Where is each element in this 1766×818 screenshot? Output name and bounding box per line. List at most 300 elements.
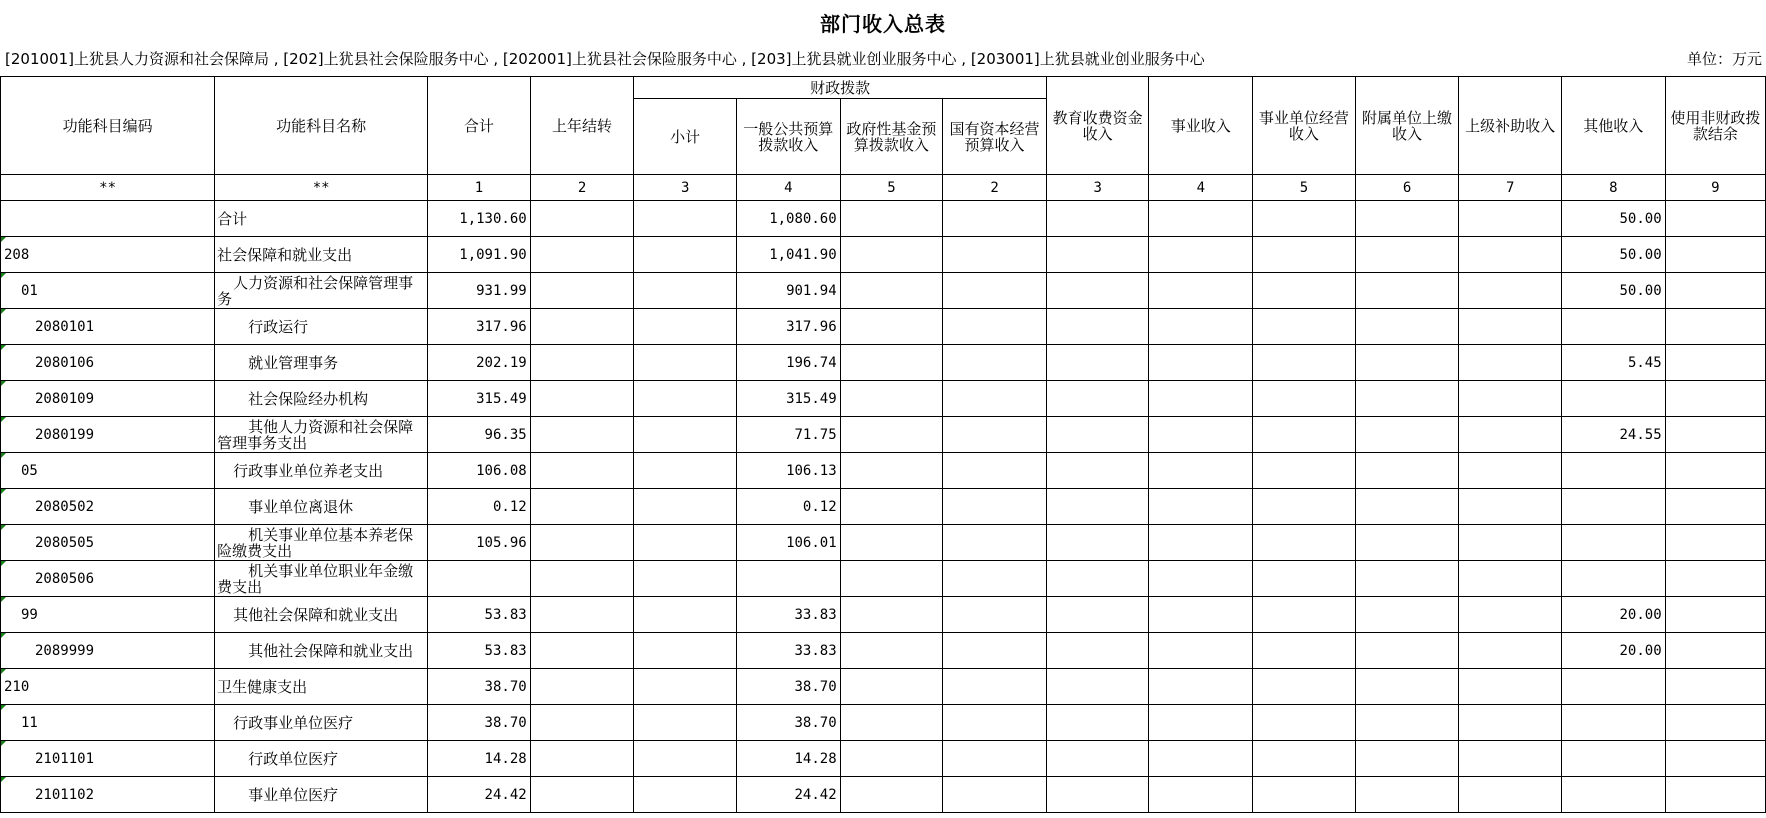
total-cell: 0.12	[428, 489, 531, 525]
table-row	[1, 489, 1766, 525]
education-fee-cell	[1046, 345, 1149, 381]
carryover-cell	[530, 381, 634, 417]
header-general-budget: 一般公共预算拨款收入	[736, 99, 840, 175]
non-fiscal-balance-cell	[1665, 273, 1765, 309]
education-fee-cell	[1046, 597, 1149, 633]
gov-fund-cell	[840, 381, 943, 417]
gov-fund-cell	[840, 561, 943, 597]
name-cell: 人力资源和社会保障管理事务	[215, 273, 428, 309]
name-cell: 行政运行	[215, 309, 428, 345]
business-income-cell	[1149, 489, 1253, 525]
general-budget-cell: 33.83	[736, 633, 840, 669]
index-cell: 8	[1561, 175, 1665, 201]
other-income-cell: 50.00	[1561, 237, 1665, 273]
subtotal-cell	[634, 345, 737, 381]
header-total: 合计	[428, 77, 531, 175]
state-capital-cell	[943, 345, 1047, 381]
total-cell: 315.49	[428, 381, 531, 417]
state-capital-cell	[943, 273, 1047, 309]
education-fee-cell	[1046, 201, 1149, 237]
table-row	[1, 741, 1766, 777]
operating-income-cell	[1253, 237, 1356, 273]
gov-fund-cell	[840, 237, 943, 273]
other-income-cell: 5.45	[1561, 345, 1665, 381]
index-cell: **	[215, 175, 428, 201]
subtotal-cell	[634, 741, 737, 777]
superior-subsidy-cell	[1459, 453, 1562, 489]
total-cell: 53.83	[428, 597, 531, 633]
superior-subsidy-cell	[1459, 561, 1562, 597]
carryover-cell	[530, 489, 634, 525]
subtotal-cell	[634, 777, 737, 813]
operating-income-cell	[1253, 525, 1356, 561]
business-income-cell	[1149, 561, 1253, 597]
gov-fund-cell	[840, 633, 943, 669]
business-income-cell	[1149, 273, 1253, 309]
header-gov-fund: 政府性基金预算拨款收入	[840, 99, 943, 175]
state-capital-cell	[943, 381, 1047, 417]
superior-subsidy-cell	[1459, 201, 1562, 237]
code-cell	[1, 201, 215, 237]
name-cell: 行政事业单位医疗	[215, 705, 428, 741]
business-income-cell	[1149, 309, 1253, 345]
header-name: 功能科目名称	[215, 77, 428, 175]
other-income-cell	[1561, 381, 1665, 417]
affiliate-income-cell	[1355, 633, 1459, 669]
total-cell: 38.70	[428, 705, 531, 741]
gov-fund-cell	[840, 309, 943, 345]
general-budget-cell: 24.42	[736, 777, 840, 813]
operating-income-cell	[1253, 669, 1356, 705]
carryover-cell	[530, 345, 634, 381]
name-cell: 行政单位医疗	[215, 741, 428, 777]
total-cell: 38.70	[428, 669, 531, 705]
carryover-cell	[530, 561, 634, 597]
gov-fund-cell	[840, 597, 943, 633]
subtotal-cell	[634, 309, 737, 345]
gov-fund-cell	[840, 741, 943, 777]
business-income-cell	[1149, 669, 1253, 705]
non-fiscal-balance-cell	[1665, 201, 1765, 237]
subtotal-cell	[634, 237, 737, 273]
superior-subsidy-cell	[1459, 705, 1562, 741]
education-fee-cell	[1046, 417, 1149, 453]
non-fiscal-balance-cell	[1665, 417, 1765, 453]
other-income-cell: 20.00	[1561, 597, 1665, 633]
index-cell: 6	[1355, 175, 1459, 201]
carryover-cell	[530, 201, 634, 237]
gov-fund-cell	[840, 777, 943, 813]
gov-fund-cell	[840, 417, 943, 453]
table-row	[1, 669, 1766, 705]
superior-subsidy-cell	[1459, 489, 1562, 525]
header-other-income: 其他收入	[1561, 77, 1665, 175]
superior-subsidy-cell	[1459, 417, 1562, 453]
header-fiscal-group: 财政拨款	[634, 77, 1047, 99]
other-income-cell	[1561, 705, 1665, 741]
carryover-cell	[530, 417, 634, 453]
gov-fund-cell	[840, 525, 943, 561]
table-header	[1, 77, 1766, 201]
code-cell: 2101101	[1, 741, 215, 777]
business-income-cell	[1149, 597, 1253, 633]
table-row	[1, 597, 1766, 633]
other-income-cell	[1561, 741, 1665, 777]
state-capital-cell	[943, 453, 1047, 489]
other-income-cell	[1561, 453, 1665, 489]
operating-income-cell	[1253, 417, 1356, 453]
non-fiscal-balance-cell	[1665, 669, 1765, 705]
business-income-cell	[1149, 705, 1253, 741]
business-income-cell	[1149, 741, 1253, 777]
subtotal-cell	[634, 201, 737, 237]
index-row	[1, 175, 1766, 201]
business-income-cell	[1149, 417, 1253, 453]
superior-subsidy-cell	[1459, 633, 1562, 669]
code-cell: 11	[1, 705, 215, 741]
affiliate-income-cell	[1355, 597, 1459, 633]
business-income-cell	[1149, 345, 1253, 381]
business-income-cell	[1149, 525, 1253, 561]
carryover-cell	[530, 525, 634, 561]
operating-income-cell	[1253, 705, 1356, 741]
other-income-cell: 20.00	[1561, 633, 1665, 669]
operating-income-cell	[1253, 633, 1356, 669]
units-line: [201001]上犹县人力资源和社会保障局 , [202]上犹县社会保险服务中心 , [202001]上犹县社会保险服务中心 , [203]上犹县就业创业服务中心 , [203001]上犹县就业创业服务中心	[5, 50, 1205, 68]
superior-subsidy-cell	[1459, 741, 1562, 777]
gov-fund-cell	[840, 453, 943, 489]
affiliate-income-cell	[1355, 345, 1459, 381]
non-fiscal-balance-cell	[1665, 633, 1765, 669]
total-cell: 53.83	[428, 633, 531, 669]
gov-fund-cell	[840, 201, 943, 237]
subtotal-cell	[634, 705, 737, 741]
state-capital-cell	[943, 705, 1047, 741]
subtotal-cell	[634, 561, 737, 597]
carryover-cell	[530, 597, 634, 633]
header-business-income: 事业收入	[1149, 77, 1253, 175]
education-fee-cell	[1046, 561, 1149, 597]
general-budget-cell: 1,041.90	[736, 237, 840, 273]
education-fee-cell	[1046, 777, 1149, 813]
education-fee-cell	[1046, 741, 1149, 777]
index-cell: 1	[428, 175, 531, 201]
other-income-cell	[1561, 489, 1665, 525]
code-cell: 2080505	[1, 525, 215, 561]
table-row	[1, 201, 1766, 237]
state-capital-cell	[943, 597, 1047, 633]
education-fee-cell	[1046, 309, 1149, 345]
carryover-cell	[530, 777, 634, 813]
operating-income-cell	[1253, 597, 1356, 633]
gov-fund-cell	[840, 705, 943, 741]
table-row	[1, 381, 1766, 417]
education-fee-cell	[1046, 633, 1149, 669]
general-budget-cell: 14.28	[736, 741, 840, 777]
subtotal-cell	[634, 525, 737, 561]
operating-income-cell	[1253, 201, 1356, 237]
carryover-cell	[530, 453, 634, 489]
affiliate-income-cell	[1355, 309, 1459, 345]
code-cell: 2080109	[1, 381, 215, 417]
page-title: 部门收入总表	[820, 12, 946, 36]
table-row	[1, 561, 1766, 597]
code-cell: 2080502	[1, 489, 215, 525]
header-subtotal: 小计	[634, 99, 737, 175]
business-income-cell	[1149, 633, 1253, 669]
index-cell: 2	[530, 175, 634, 201]
carryover-cell	[530, 273, 634, 309]
business-income-cell	[1149, 777, 1253, 813]
header-superior-subsidy: 上级补助收入	[1459, 77, 1562, 175]
subtotal-cell	[634, 417, 737, 453]
operating-income-cell	[1253, 381, 1356, 417]
header-non-fiscal-balance: 使用非财政拨款结余	[1665, 77, 1765, 175]
education-fee-cell	[1046, 381, 1149, 417]
subtotal-cell	[634, 633, 737, 669]
income-table	[0, 76, 1766, 813]
name-cell: 行政事业单位养老支出	[215, 453, 428, 489]
general-budget-cell: 38.70	[736, 705, 840, 741]
header-education-fee: 教育收费资金收入	[1046, 77, 1149, 175]
code-cell: 2080506	[1, 561, 215, 597]
state-capital-cell	[943, 741, 1047, 777]
name-cell: 合计	[215, 201, 428, 237]
index-cell: 4	[1149, 175, 1253, 201]
carryover-cell	[530, 705, 634, 741]
table-row	[1, 237, 1766, 273]
general-budget-cell: 106.01	[736, 525, 840, 561]
education-fee-cell	[1046, 273, 1149, 309]
general-budget-cell: 315.49	[736, 381, 840, 417]
business-income-cell	[1149, 237, 1253, 273]
total-cell: 202.19	[428, 345, 531, 381]
name-cell: 其他人力资源和社会保障管理事务支出	[215, 417, 428, 453]
carryover-cell	[530, 633, 634, 669]
operating-income-cell	[1253, 741, 1356, 777]
superior-subsidy-cell	[1459, 273, 1562, 309]
table-row	[1, 453, 1766, 489]
non-fiscal-balance-cell	[1665, 381, 1765, 417]
code-cell: 01	[1, 273, 215, 309]
operating-income-cell	[1253, 273, 1356, 309]
name-cell: 事业单位离退休	[215, 489, 428, 525]
code-cell: 210	[1, 669, 215, 705]
business-income-cell	[1149, 381, 1253, 417]
subtotal-cell	[634, 381, 737, 417]
name-cell: 社会保障和就业支出	[215, 237, 428, 273]
business-income-cell	[1149, 201, 1253, 237]
state-capital-cell	[943, 525, 1047, 561]
header-operating-income: 事业单位经营收入	[1253, 77, 1356, 175]
non-fiscal-balance-cell	[1665, 237, 1765, 273]
subtotal-cell	[634, 489, 737, 525]
name-cell: 就业管理事务	[215, 345, 428, 381]
subtotal-cell	[634, 453, 737, 489]
other-income-cell	[1561, 669, 1665, 705]
non-fiscal-balance-cell	[1665, 453, 1765, 489]
index-cell: 2	[943, 175, 1047, 201]
superior-subsidy-cell	[1459, 777, 1562, 813]
state-capital-cell	[943, 417, 1047, 453]
other-income-cell	[1561, 309, 1665, 345]
non-fiscal-balance-cell	[1665, 597, 1765, 633]
subtotal-cell	[634, 669, 737, 705]
name-cell: 卫生健康支出	[215, 669, 428, 705]
gov-fund-cell	[840, 345, 943, 381]
table-row	[1, 777, 1766, 813]
other-income-cell: 50.00	[1561, 273, 1665, 309]
table-row	[1, 417, 1766, 453]
education-fee-cell	[1046, 669, 1149, 705]
state-capital-cell	[943, 561, 1047, 597]
code-cell: 2080101	[1, 309, 215, 345]
code-cell: 208	[1, 237, 215, 273]
total-cell: 105.96	[428, 525, 531, 561]
operating-income-cell	[1253, 453, 1356, 489]
table-row	[1, 345, 1766, 381]
education-fee-cell	[1046, 705, 1149, 741]
affiliate-income-cell	[1355, 561, 1459, 597]
general-budget-cell: 0.12	[736, 489, 840, 525]
code-cell: 99	[1, 597, 215, 633]
carryover-cell	[530, 741, 634, 777]
total-cell: 14.28	[428, 741, 531, 777]
operating-income-cell	[1253, 777, 1356, 813]
superior-subsidy-cell	[1459, 309, 1562, 345]
affiliate-income-cell	[1355, 669, 1459, 705]
code-cell: 2080106	[1, 345, 215, 381]
other-income-cell	[1561, 525, 1665, 561]
education-fee-cell	[1046, 237, 1149, 273]
superior-subsidy-cell	[1459, 525, 1562, 561]
superior-subsidy-cell	[1459, 345, 1562, 381]
total-cell: 1,130.60	[428, 201, 531, 237]
state-capital-cell	[943, 201, 1047, 237]
general-budget-cell: 38.70	[736, 669, 840, 705]
name-cell: 社会保险经办机构	[215, 381, 428, 417]
education-fee-cell	[1046, 453, 1149, 489]
affiliate-income-cell	[1355, 237, 1459, 273]
total-cell: 317.96	[428, 309, 531, 345]
state-capital-cell	[943, 777, 1047, 813]
affiliate-income-cell	[1355, 705, 1459, 741]
general-budget-cell: 901.94	[736, 273, 840, 309]
name-cell: 机关事业单位基本养老保险缴费支出	[215, 525, 428, 561]
affiliate-income-cell	[1355, 777, 1459, 813]
general-budget-cell: 71.75	[736, 417, 840, 453]
operating-income-cell	[1253, 309, 1356, 345]
state-capital-cell	[943, 669, 1047, 705]
table-row	[1, 273, 1766, 309]
superior-subsidy-cell	[1459, 381, 1562, 417]
gov-fund-cell	[840, 273, 943, 309]
other-income-cell	[1561, 561, 1665, 597]
table-row	[1, 525, 1766, 561]
general-budget-cell: 196.74	[736, 345, 840, 381]
other-income-cell: 24.55	[1561, 417, 1665, 453]
subtotal-cell	[634, 597, 737, 633]
general-budget-cell: 33.83	[736, 597, 840, 633]
operating-income-cell	[1253, 345, 1356, 381]
index-cell: 4	[736, 175, 840, 201]
affiliate-income-cell	[1355, 201, 1459, 237]
header-state-capital: 国有资本经营预算收入	[943, 99, 1047, 175]
carryover-cell	[530, 669, 634, 705]
general-budget-cell: 106.13	[736, 453, 840, 489]
affiliate-income-cell	[1355, 273, 1459, 309]
header-code: 功能科目编码	[1, 77, 215, 175]
state-capital-cell	[943, 237, 1047, 273]
table-body	[1, 201, 1766, 813]
total-cell: 24.42	[428, 777, 531, 813]
affiliate-income-cell	[1355, 381, 1459, 417]
education-fee-cell	[1046, 525, 1149, 561]
table-row	[1, 633, 1766, 669]
name-cell: 事业单位医疗	[215, 777, 428, 813]
total-cell: 1,091.90	[428, 237, 531, 273]
non-fiscal-balance-cell	[1665, 741, 1765, 777]
general-budget-cell: 1,080.60	[736, 201, 840, 237]
index-cell: 3	[1046, 175, 1149, 201]
non-fiscal-balance-cell	[1665, 525, 1765, 561]
state-capital-cell	[943, 489, 1047, 525]
general-budget-cell: 317.96	[736, 309, 840, 345]
index-cell: 5	[840, 175, 943, 201]
non-fiscal-balance-cell	[1665, 777, 1765, 813]
subtotal-cell	[634, 273, 737, 309]
code-cell: 2080199	[1, 417, 215, 453]
unit-label: 单位：万元	[1686, 50, 1762, 68]
index-cell: **	[1, 175, 215, 201]
education-fee-cell	[1046, 489, 1149, 525]
code-cell: 2101102	[1, 777, 215, 813]
index-cell: 3	[634, 175, 737, 201]
gov-fund-cell	[840, 669, 943, 705]
superior-subsidy-cell	[1459, 597, 1562, 633]
name-cell: 机关事业单位职业年金缴费支出	[215, 561, 428, 597]
table-row	[1, 705, 1766, 741]
header-affiliate-income: 附属单位上缴收入	[1355, 77, 1459, 175]
total-cell: 931.99	[428, 273, 531, 309]
non-fiscal-balance-cell	[1665, 309, 1765, 345]
general-budget-cell	[736, 561, 840, 597]
index-cell: 7	[1459, 175, 1562, 201]
non-fiscal-balance-cell	[1665, 705, 1765, 741]
business-income-cell	[1149, 453, 1253, 489]
superior-subsidy-cell	[1459, 237, 1562, 273]
code-cell: 2089999	[1, 633, 215, 669]
affiliate-income-cell	[1355, 741, 1459, 777]
state-capital-cell	[943, 633, 1047, 669]
non-fiscal-balance-cell	[1665, 345, 1765, 381]
other-income-cell: 50.00	[1561, 201, 1665, 237]
other-income-cell	[1561, 777, 1665, 813]
name-cell: 其他社会保障和就业支出	[215, 633, 428, 669]
total-cell: 96.35	[428, 417, 531, 453]
header-carryover: 上年结转	[530, 77, 634, 175]
total-cell	[428, 561, 531, 597]
affiliate-income-cell	[1355, 525, 1459, 561]
total-cell: 106.08	[428, 453, 531, 489]
operating-income-cell	[1253, 561, 1356, 597]
non-fiscal-balance-cell	[1665, 489, 1765, 525]
state-capital-cell	[943, 309, 1047, 345]
index-cell: 5	[1253, 175, 1356, 201]
code-cell: 05	[1, 453, 215, 489]
operating-income-cell	[1253, 489, 1356, 525]
name-cell: 其他社会保障和就业支出	[215, 597, 428, 633]
